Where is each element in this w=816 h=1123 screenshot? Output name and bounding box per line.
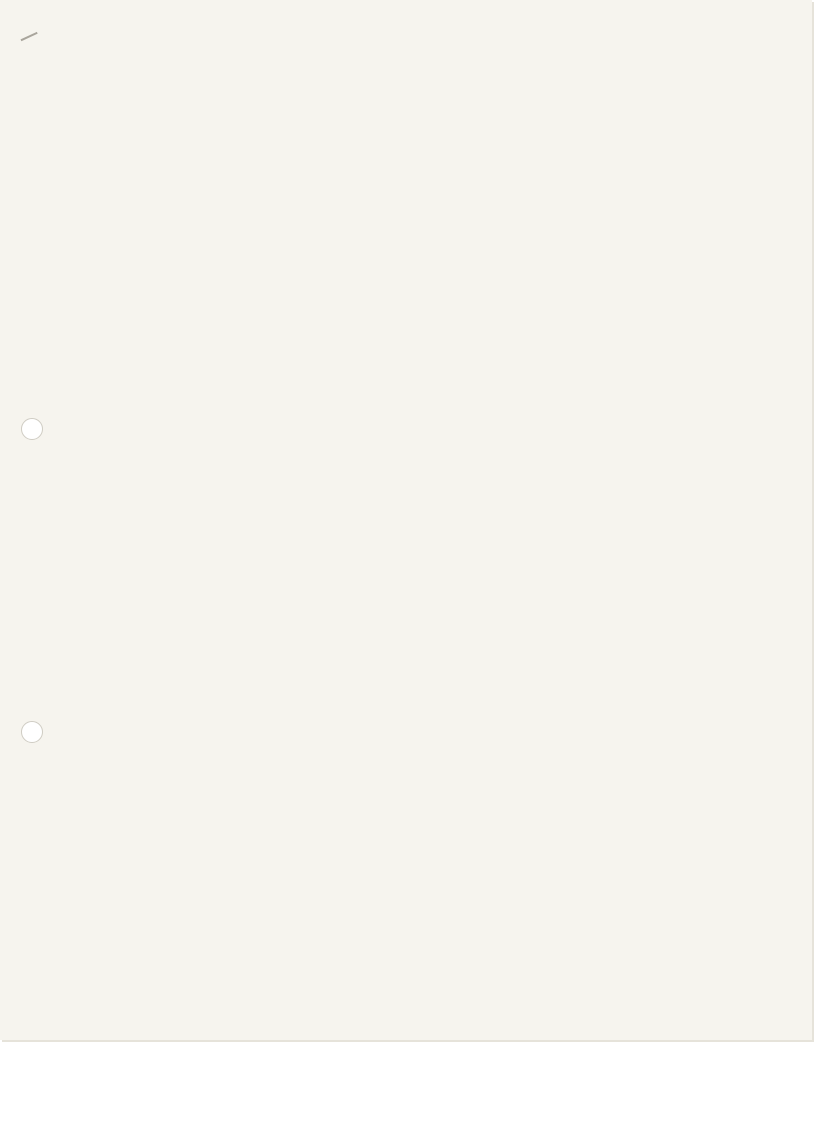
punch-hole-upper xyxy=(21,418,43,440)
punch-hole-lower xyxy=(21,721,43,743)
